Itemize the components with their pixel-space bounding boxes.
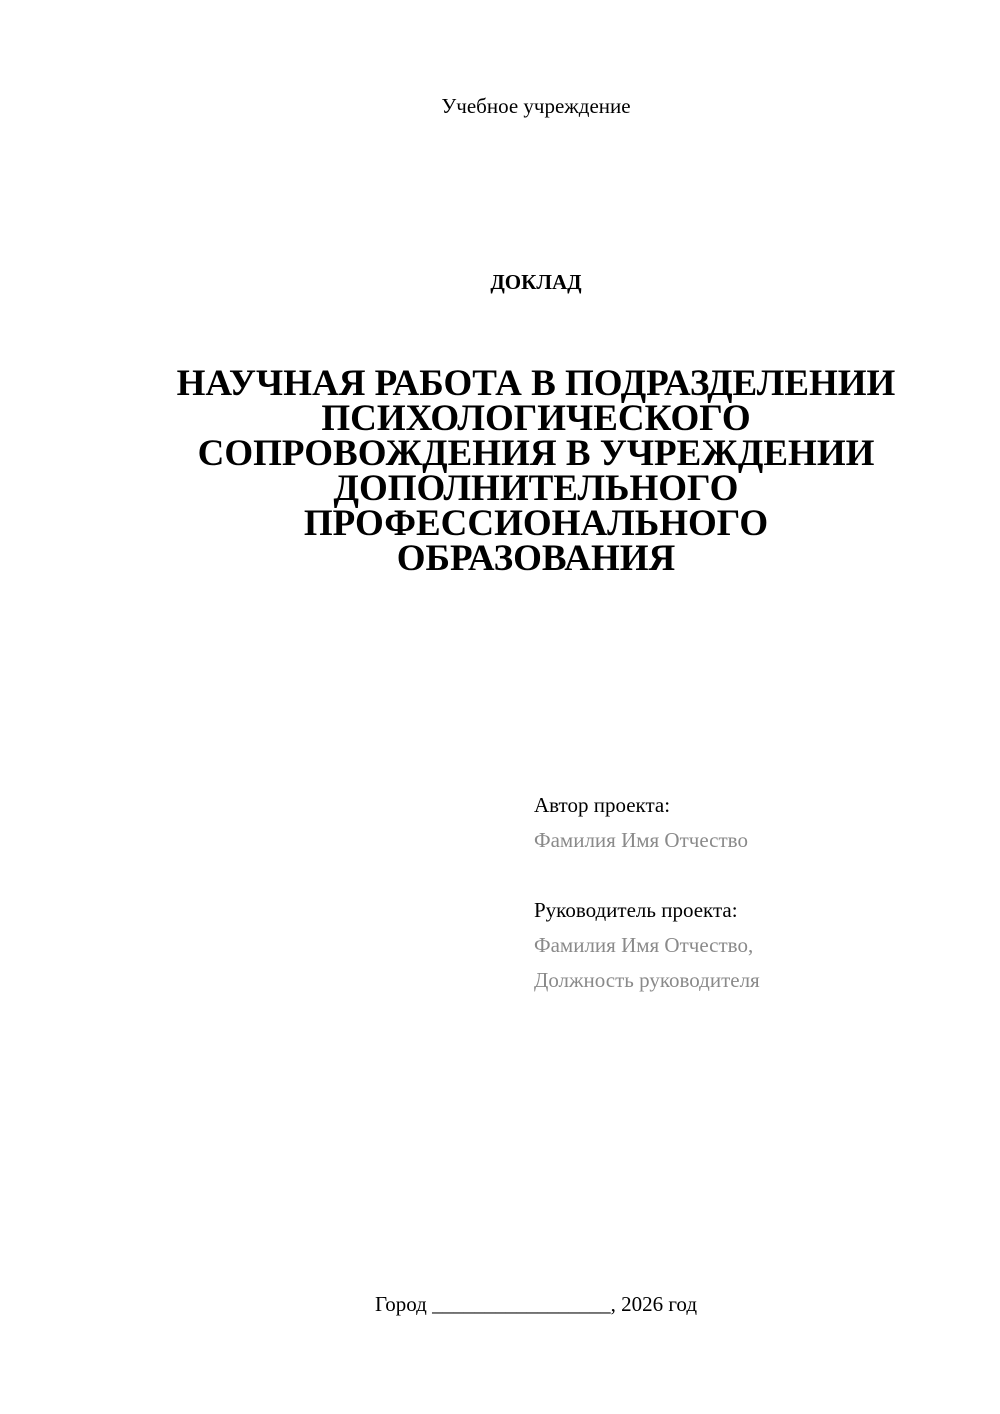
supervisor-label: Руководитель проекта: (534, 898, 738, 922)
authors-spacer (534, 858, 974, 893)
title-line: ДОПОЛНИТЕЛЬНОГО (333, 468, 739, 509)
supervisor-position: Должность руководителя (534, 968, 760, 992)
title-line: ОБРАЗОВАНИЯ (396, 538, 676, 579)
authors-block (534, 788, 974, 998)
document-type: ДОКЛАД (490, 270, 582, 294)
title-line: ПРОФЕССИОНАЛЬНОГО (303, 503, 769, 544)
institution-name: Учебное учреждение (441, 94, 631, 118)
supervisor-name: Фамилия Имя Отчество, (534, 933, 754, 957)
city-year-line: Город _________________, 2026 год (374, 1292, 698, 1316)
title-line: НАУЧНАЯ РАБОТА В ПОДРАЗДЕЛЕНИИ (176, 363, 896, 404)
author-name: Фамилия Имя Отчество (534, 828, 748, 852)
title-line: ПСИХОЛОГИЧЕСКОГО (321, 398, 751, 439)
title-line: СОПРОВОЖДЕНИЯ В УЧРЕЖДЕНИИ (197, 433, 875, 474)
author-label: Автор проекта: (534, 793, 671, 817)
document-title (130, 363, 942, 579)
